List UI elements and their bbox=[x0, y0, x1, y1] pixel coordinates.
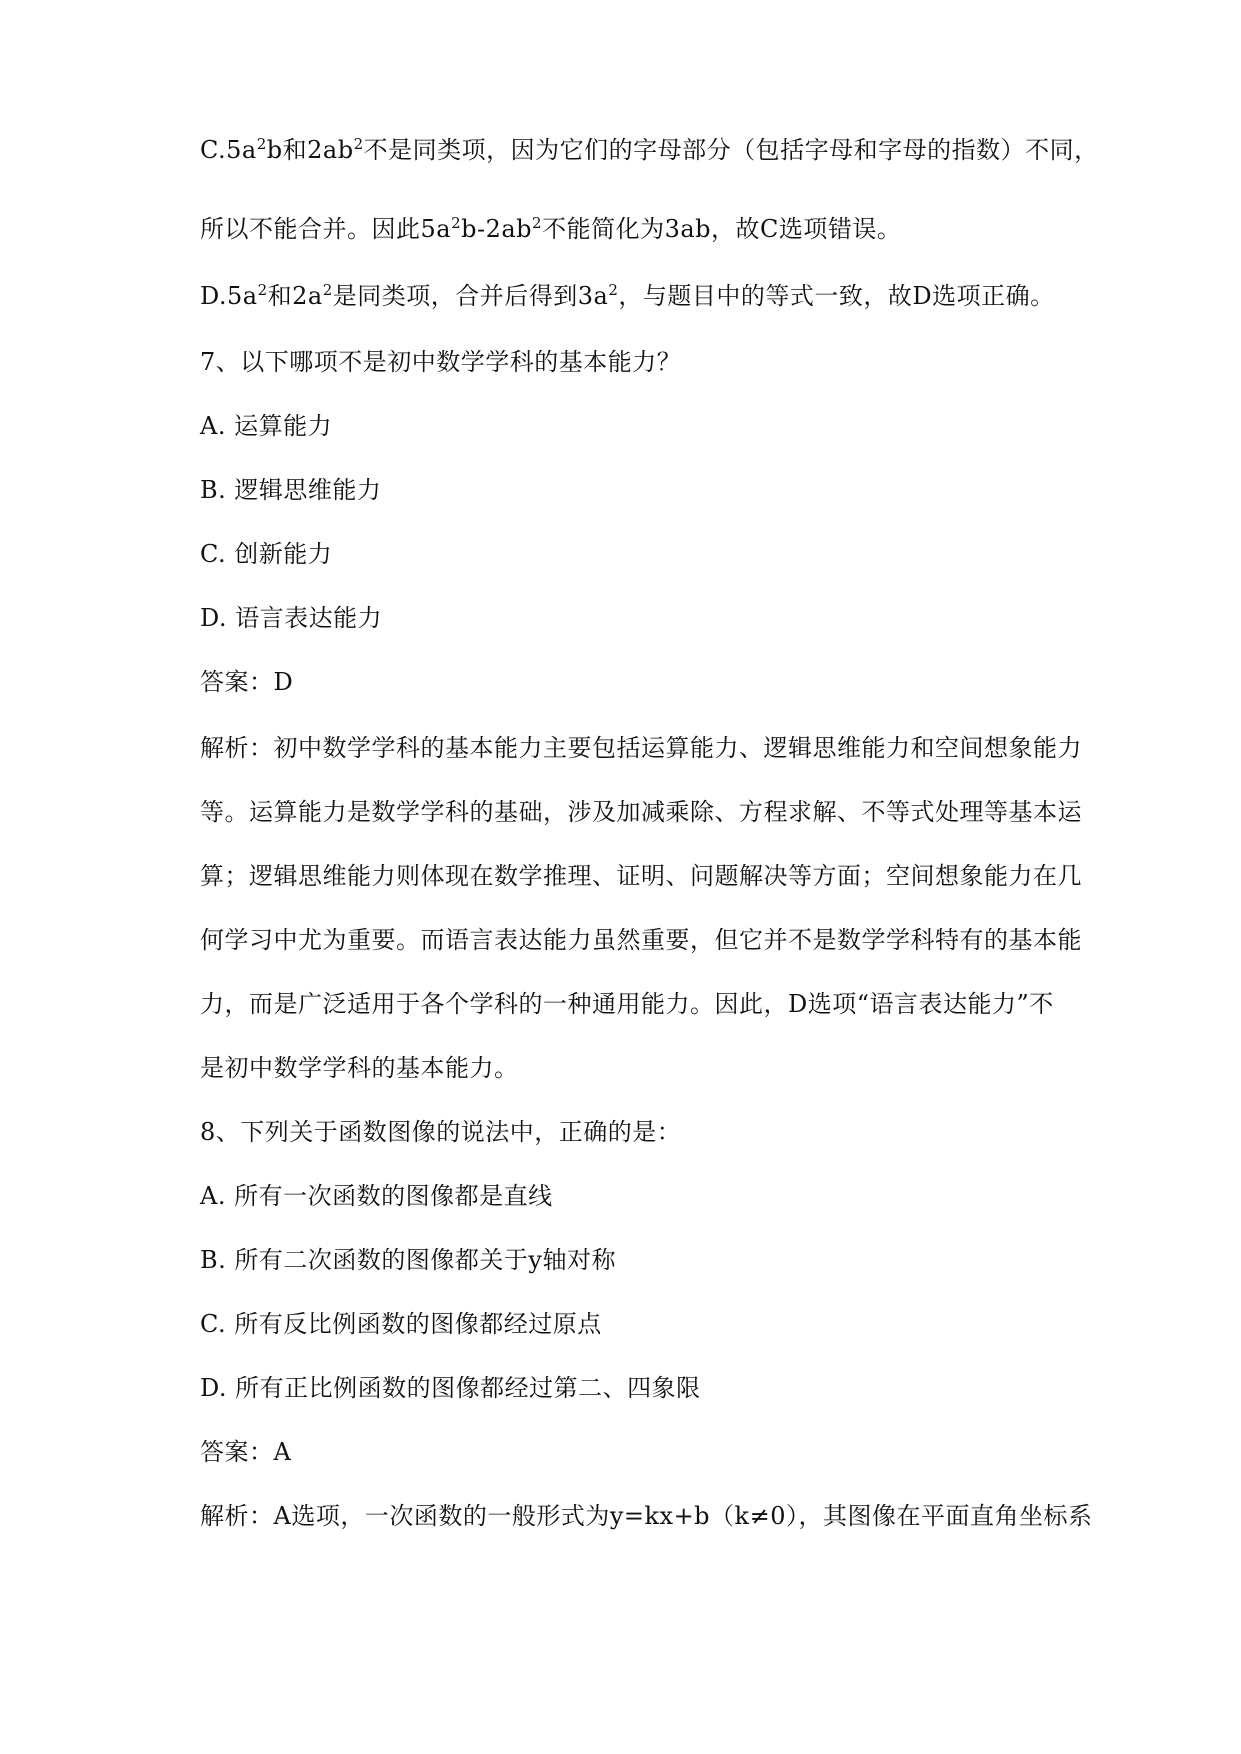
question-7-analysis-line: 解析：初中数学学科的基本能力主要包括运算能力、逻辑思维能力和空间想象能力 bbox=[200, 734, 1082, 762]
analysis-option-c-line-1 bbox=[200, 134, 1130, 166]
question-7-analysis-line: 是初中数学学科的基本能力。 bbox=[200, 1054, 519, 1082]
superscript: 2 bbox=[257, 281, 268, 299]
question-7-option-b: B. 逻辑思维能力 bbox=[200, 476, 382, 504]
question-7-analysis-line: 等。运算能力是数学学科的基础，涉及加减乘除、方程求解、不等式处理等基本运 bbox=[200, 798, 1082, 826]
question-8-option-d: D. 所有正比例函数的图像都经过第二、四象限 bbox=[200, 1374, 701, 1402]
text-run: C.5a bbox=[200, 136, 257, 164]
text-run: 和2a bbox=[267, 282, 323, 310]
superscript: 2 bbox=[608, 281, 619, 299]
question-7-analysis-line: 何学习中尤为重要。而语言表达能力虽然重要，但它并不是数学学科特有的基本能 bbox=[200, 926, 1082, 954]
text-run: D.5a bbox=[200, 282, 258, 310]
text-run: 不能简化为3ab，故C选项错误。 bbox=[542, 215, 902, 243]
text-run: 所以不能合并。因此5a bbox=[200, 215, 452, 243]
text-run: b-2ab bbox=[461, 215, 533, 243]
text-run: 不是同类项，因为它们的字母部分（包括字母和字母的指数）不同， bbox=[363, 136, 1099, 164]
question-8-analysis-line: 解析：A选项，一次函数的一般形式为y=kx+b（k≠0），其图像在平面直角坐标系 bbox=[200, 1502, 1093, 1530]
question-8-option-a: A. 所有一次函数的图像都是直线 bbox=[200, 1182, 553, 1210]
question-7-option-c: C. 创新能力 bbox=[200, 540, 333, 568]
question-7-stem: 7、以下哪项不是初中数学学科的基本能力？ bbox=[200, 348, 682, 376]
question-7-option-d: D. 语言表达能力 bbox=[200, 604, 383, 632]
question-7-analysis-line: 力，而是广泛适用于各个学科的一种通用能力。因此，D选项“语言表达能力”不 bbox=[200, 990, 1054, 1018]
question-7-option-a: A. 运算能力 bbox=[200, 412, 333, 440]
question-7-analysis-line: 算；逻辑思维能力则体现在数学推理、证明、问题解决等方面；空间想象能力在几 bbox=[200, 862, 1082, 890]
superscript: 2 bbox=[532, 214, 543, 232]
question-8-answer: 答案：A bbox=[200, 1438, 292, 1466]
text-run: ，与题目中的等式一致，故D选项正确。 bbox=[618, 282, 1055, 310]
superscript: 2 bbox=[353, 135, 364, 153]
text-run: b和2ab bbox=[266, 136, 354, 164]
analysis-option-c-line-2 bbox=[200, 213, 1130, 245]
superscript: 2 bbox=[451, 214, 462, 232]
question-8-option-c: C. 所有反比例函数的图像都经过原点 bbox=[200, 1310, 602, 1338]
superscript: 2 bbox=[322, 281, 333, 299]
question-8-option-b: B. 所有二次函数的图像都关于y轴对称 bbox=[200, 1246, 616, 1274]
text-run: 是同类项，合并后得到3a bbox=[332, 282, 609, 310]
analysis-option-d-line bbox=[200, 280, 1130, 312]
question-7-answer: 答案：D bbox=[200, 668, 294, 696]
superscript: 2 bbox=[256, 135, 267, 153]
question-8-stem: 8、下列关于函数图像的说法中，正确的是： bbox=[200, 1118, 682, 1146]
